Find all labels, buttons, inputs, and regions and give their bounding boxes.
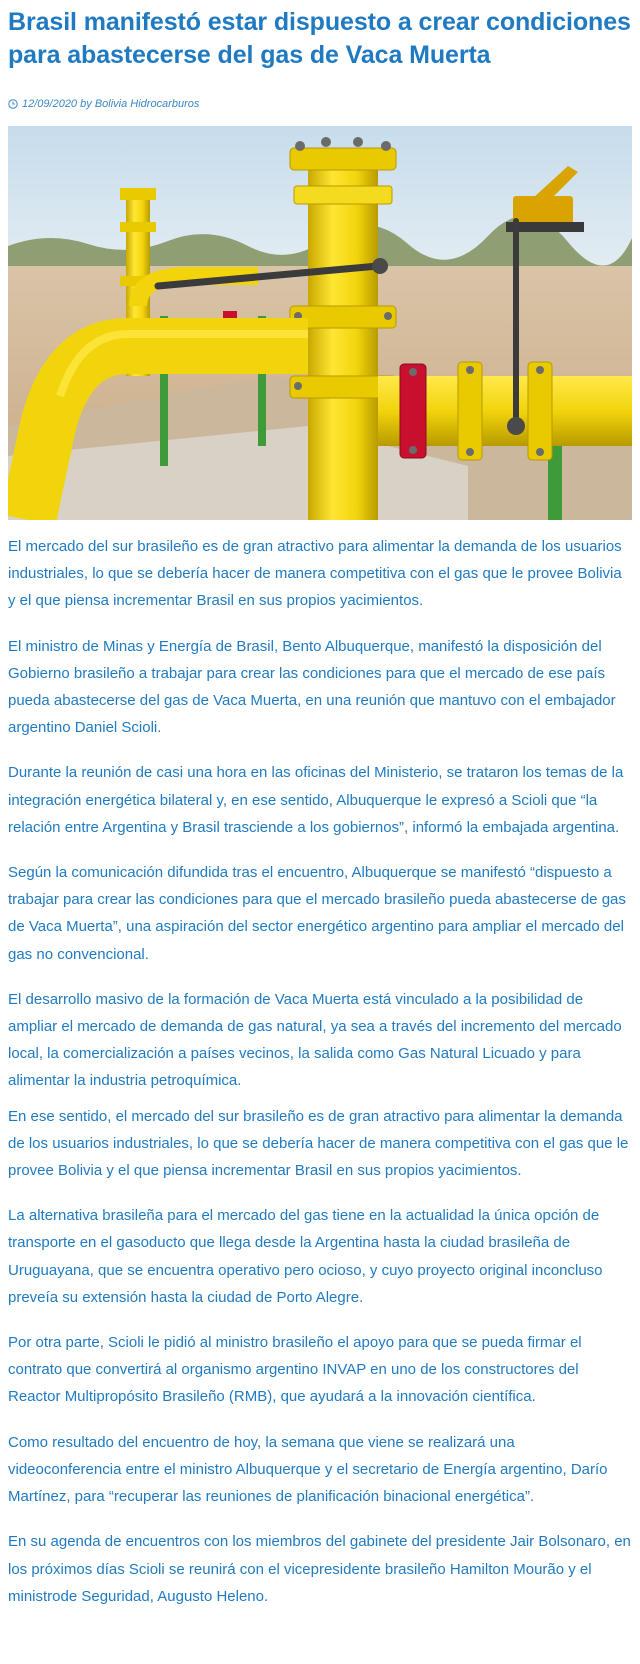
paragraph: Según la comunicación difundida tras el encuentro, Albuquerque se manifestó “dispuesto a trabajar para crear las condiciones para que el mercado brasileño pueda abastecerse de gas de Vaca Muerta”, una aspiración del sector energético argentino para ampliar el mercado del gas no convencional.: [8, 864, 626, 963]
paragraph: Durante la reunión de casi una hora en las oficinas del Ministerio, se trataron los temas de la integración energética bilateral y, en ese sentido, Albuquerque le expresó a Scioli que “la relación entre Argentina y Brasil trasciende a los gobiernos”, informó la embajada argentina.: [8, 764, 624, 836]
paragraph: En su agenda de encuentros con los miembros del gabinete del presidente Jair Bolsonaro, en los próximos días Scioli se reunirá con el vicepresidente brasileño Hamilton Mourão y el ministrode Seguridad, Augusto Heleno.: [8, 1533, 631, 1605]
paragraph: Por otra parte, Scioli le pidió al ministro brasileño el apoyo para que se pueda firmar el contrato que convertirá al organismo argentino INVAP en uno de los constructores del Reactor Multipropósito Brasileño (RMB), que ayudará a la innovación científica.: [8, 1334, 582, 1406]
byline-prefix: by: [80, 98, 92, 110]
article-date: 12/09/2020: [22, 98, 78, 110]
paragraph: El mercado del sur brasileño es de gran atractivo para alimentar la demanda de los usuarios industriales, lo que se debería hacer de manera competitiva con el gas que le provee Bolivia y el que piensa incrementar Brasil en sus propios yacimientos.: [8, 538, 622, 610]
clock-icon: [8, 99, 18, 109]
paragraph: En ese sentido, el mercado del sur brasileño es de gran atractivo para alimentar la demanda de los usuarios industriales, lo que se debería hacer de manera competitiva con el gas que le provee Bolivia y el que piensa incrementar Brasil en sus propios yacimientos.: [8, 1107, 629, 1180]
paragraph: El desarrollo masivo de la formación de Vaca Muerta está vinculado a la posibilidad de ampliar el mercado de demanda de gas natural, ya sea a través del incremento del mercado local, la comercialización a países vecinos, la salida como Gas Natural Licuado y para alimentar la industria petroquímica.: [8, 990, 622, 1090]
article: [8, 0, 632, 1605]
paragraph: La alternativa brasileña para el mercado del gas tiene en la actualidad la única opción de transporte en el gasoducto que llega desde la Argentina hasta la ciudad brasileña de Uruguayana, que se encuentra operativo pero ocioso, y cuyo proyecto original inconcluso preveía su extensión hasta la ciudad de Porto Alegre.: [8, 1207, 603, 1306]
article-title: Brasil manifestó estar dispuesto a crear condiciones para abastecerse del gas de Vaca Muerta: [8, 8, 631, 69]
article-author[interactable]: Bolivia Hidrocarburos: [94, 98, 200, 110]
paragraph: El ministro de Minas y Energía de Brasil, Bento Albuquerque, manifestó la disposición del Gobierno brasileño a trabajar para crear las condiciones para que el mercado de ese país pueda abastecerse del gas de Vaca Muerta, en una reunión que mantuvo con el embajador argentino Daniel Scioli.: [8, 637, 616, 737]
article-meta: [8, 96, 632, 112]
article-photo: [8, 126, 632, 520]
paragraph: Como resultado del encuentro de hoy, la semana que viene se realizará una videoconferencia entre el ministro Albuquerque y el secretario de Energía argentino, Darío Martínez, para “recuperar las reuniones de planificación binacional energética”.: [8, 1433, 608, 1506]
gas-valves-image: [8, 126, 632, 520]
article-body: [8, 533, 632, 1628]
